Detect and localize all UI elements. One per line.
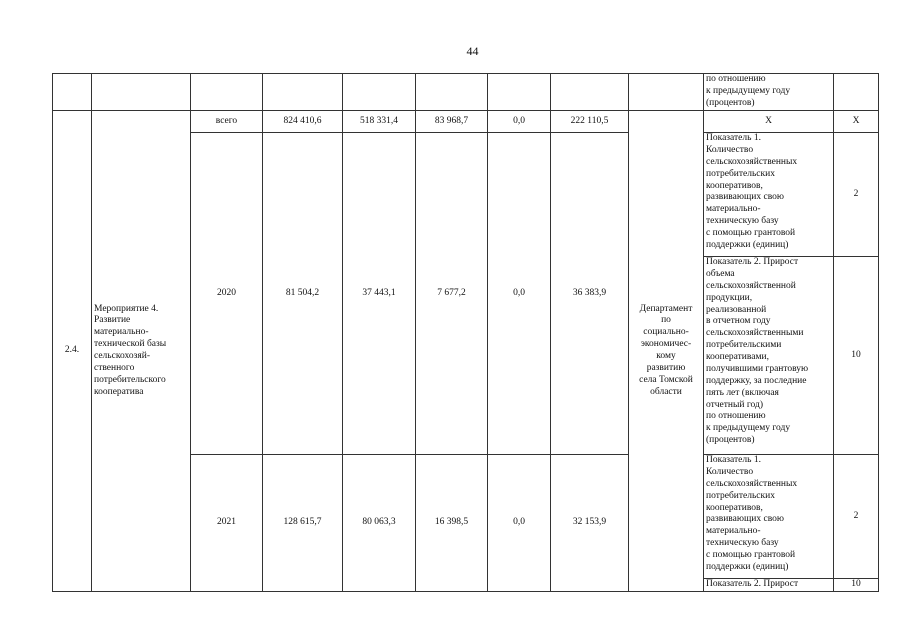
year-label: 2021 [191,455,263,592]
cell-empty [92,74,191,111]
year-value: 32 153,9 [551,455,629,592]
indicator-text: Показатель 2. Прирост объема сельскохозяйственной продукции, реализованной в отчетном году сельскохозяйственными потребительскими кооперативами, получившими грантовую поддержку, за последние пять лет (включая отчетный год) по отношению к предыдущему году (процентов) [704,257,834,455]
cell-empty [488,74,551,111]
year-value: 16 398,5 [416,455,488,592]
year-value: 0,0 [488,133,551,455]
year-value: 7 677,2 [416,133,488,455]
year-value: 81 504,2 [263,133,343,455]
indicator-value: 10 [834,257,879,455]
indicator-value: 2 [834,455,879,579]
total-value: 0,0 [488,111,551,133]
cell-empty [629,74,704,111]
indicator-text: Х [704,111,834,133]
total-label: всего [191,111,263,133]
year-value: 128 615,7 [263,455,343,592]
cell-empty [53,74,92,111]
cell-empty [343,74,416,111]
indicator-text: Показатель 1. Количество сельскохозяйственных потребительских кооперативов, развивающих свою материально- техническую базу с помощью грантовой поддержки (единиц) [704,455,834,579]
event-name: Мероприятие 4. Развитие материально- технической базы сельскохозяй- ственного потребительского кооператива [92,111,191,592]
indicator-value: 2 [834,133,879,257]
cell-empty [263,74,343,111]
cell-empty [834,74,879,111]
cell-empty [191,74,263,111]
year-value: 0,0 [488,455,551,592]
indicator-value: 10 [834,579,879,592]
total-value: 518 331,4 [343,111,416,133]
year-value: 37 443,1 [343,133,416,455]
year-label: 2020 [191,133,263,455]
indicator-text: по отношению к предыдущему году (процентов) [704,74,834,111]
cell-empty [416,74,488,111]
continuation-row [53,74,879,111]
indicator-value: Х [834,111,879,133]
year-value: 36 383,9 [551,133,629,455]
department: Департамент по социально- экономичес- кому развитию села Томской области [629,111,704,592]
total-value: 222 110,5 [551,111,629,133]
year-value: 80 063,3 [343,455,416,592]
cell-empty [551,74,629,111]
total-value: 824 410,6 [263,111,343,133]
indicator-text: Показатель 2. Прирост [704,579,834,592]
item-number: 2.4. [53,111,92,592]
total-row [53,111,879,133]
page-number: 44 [466,44,479,58]
indicator-text: Показатель 1. Количество сельскохозяйственных потребительских кооперативов, развивающих свою материально- техническую базу с помощью грантовой поддержки (единиц) [704,133,834,257]
program-table [52,73,879,592]
total-value: 83 968,7 [416,111,488,133]
